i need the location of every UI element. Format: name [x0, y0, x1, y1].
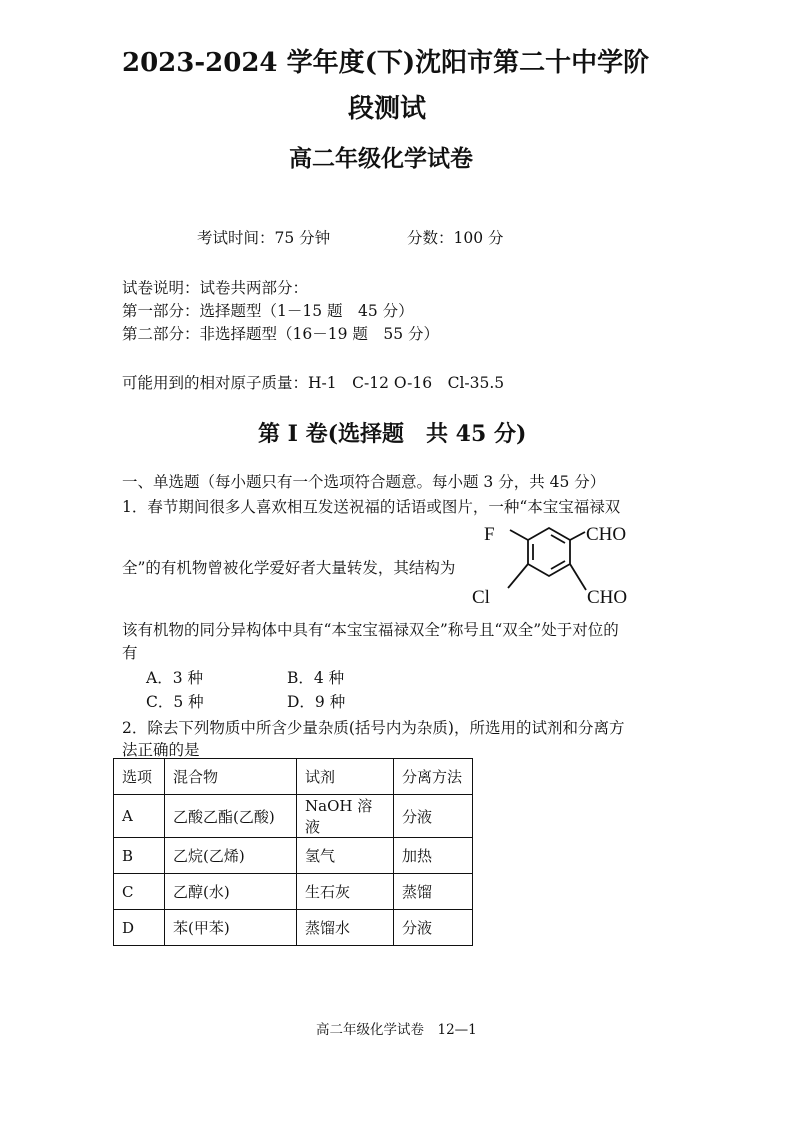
bond-cho-bottom [570, 564, 586, 590]
table-cell: 加热 [394, 838, 473, 874]
table-header-cell: 分离方法 [394, 759, 473, 795]
table-cell: 乙酸乙酯(乙酸) [165, 795, 297, 838]
table-cell: 分液 [394, 795, 473, 838]
bond-cho-top [570, 532, 585, 540]
page-subtitle: 高二年级化学试卷 [289, 145, 473, 172]
q1-line3: 该有机物的同分异构体中具有“本宝宝福禄双全”称号且“双全”处于对位的 [122, 621, 619, 639]
q1-option-c: C．5 种 [146, 693, 204, 711]
instructions-part1: 第一部分：选择题型（1－15 题 45 分） [122, 302, 414, 320]
instructions-part2: 第二部分：非选择题型（16－19 题 55 分） [122, 325, 440, 343]
table-row [114, 795, 473, 838]
title-line-1: 2023-2024 学年度(下)沈阳市第二十中学阶 [122, 48, 650, 78]
cho-top-label: CHO [586, 524, 627, 545]
bond-cl [508, 564, 528, 588]
atomic-masses: 可能用到的相对原子质量：H-1 C-12 O-16 Cl-35.5 [122, 374, 505, 392]
table-cell: C [114, 874, 165, 910]
table-cell: 苯(甲苯) [165, 910, 297, 946]
table-cell: 乙醇(水) [165, 874, 297, 910]
cl-label: Cl [472, 587, 490, 608]
exam-score: 分数：100 分 [407, 229, 504, 247]
table-cell: 分液 [394, 910, 473, 946]
exam-time: 考试时间：75 分钟 [197, 229, 331, 247]
table-row [114, 874, 473, 910]
page-footer: 高二年级化学试卷 12—1 [316, 1022, 477, 1038]
instructions-intro: 试卷说明：试卷共两部分： [122, 279, 309, 297]
section-instruction: 一、单选题（每小题只有一个选项符合题意。每小题 3 分，共 45 分） [122, 473, 606, 491]
q2-options-table [113, 758, 473, 946]
table-row [114, 910, 473, 946]
q1-line4: 有 [122, 644, 138, 662]
table-cell: 生石灰 [297, 874, 394, 910]
table-header-row [114, 759, 473, 795]
table-cell: 氢气 [297, 838, 394, 874]
q1-option-d: D．9 种 [287, 693, 346, 711]
table-cell: NaOH 溶液 [297, 795, 394, 838]
bond-f [510, 530, 528, 540]
table-header-cell: 试剂 [297, 759, 394, 795]
benzene-ring [528, 528, 570, 576]
table-header-cell: 混合物 [165, 759, 297, 795]
q1-line1: 1．春节期间很多人喜欢相互发送祝福的话语或图片，一种“本宝宝福禄双 [122, 498, 621, 516]
table-cell: B [114, 838, 165, 874]
q1-option-a: A．3 种 [146, 669, 203, 687]
table-row [114, 838, 473, 874]
q1-structure-diagram [470, 518, 640, 613]
title-line-2: 段测试 [348, 94, 427, 124]
section-title: 第 I 卷(选择题 共 45 分) [258, 421, 527, 447]
q1-line2: 全”的有机物曾被化学爱好者大量转发，其结构为 [122, 559, 456, 577]
table-cell: D [114, 910, 165, 946]
q2-line2: 法正确的是 [122, 741, 200, 759]
cho-bottom-label: CHO [587, 587, 628, 608]
q1-option-b: B．4 种 [287, 669, 345, 687]
table-header-cell: 选项 [114, 759, 165, 795]
f-label: F [484, 524, 495, 545]
table-cell: 乙烷(乙烯) [165, 838, 297, 874]
table-cell: A [114, 795, 165, 838]
table-cell: 蒸馏水 [297, 910, 394, 946]
table-cell: 蒸馏 [394, 874, 473, 910]
q2-line1: 2．除去下列物质中所含少量杂质(括号内为杂质)，所选用的试剂和分离方 [122, 719, 625, 737]
